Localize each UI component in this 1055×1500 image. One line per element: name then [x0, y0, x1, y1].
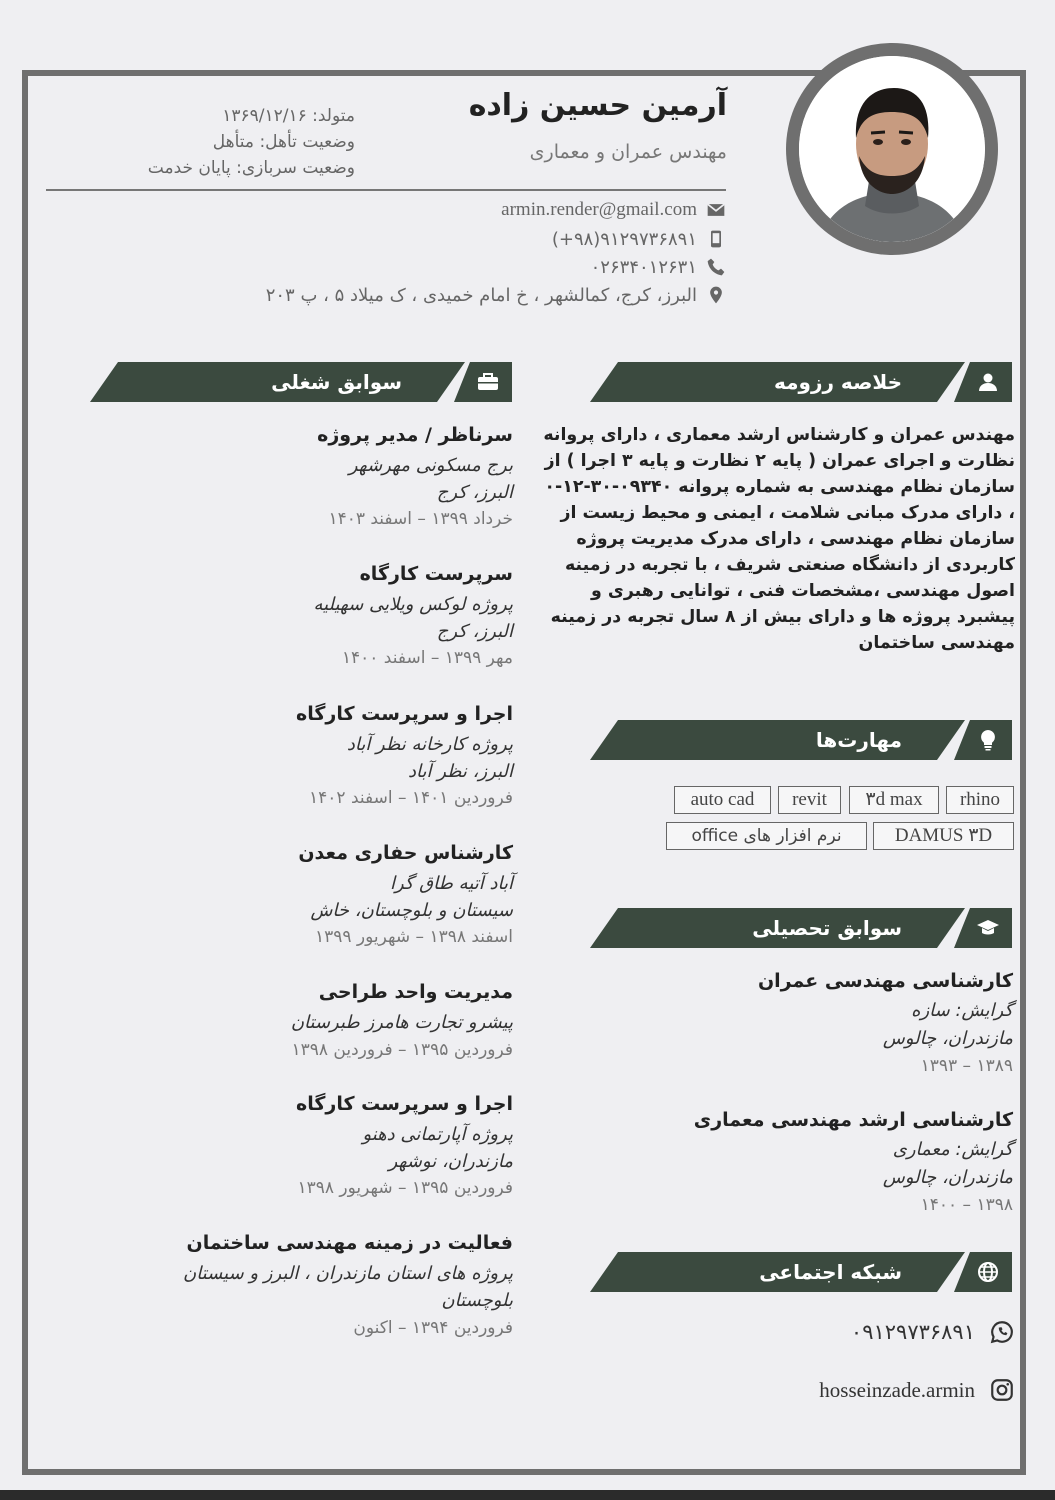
birth-date: متولد: ۱۳۶۹/۱۲/۱۶ [222, 106, 355, 126]
job-title: سرناظر / مدیر پروژه [317, 424, 513, 446]
job-date: خرداد ۱۳۹۹ – اسفند ۱۴۰۳ [328, 509, 513, 529]
contact-mobile[interactable] [552, 225, 727, 253]
skill-tag: DAMUS ۳D [873, 822, 1014, 850]
edu-title: کارشناسی مهندسی عمران [757, 970, 1013, 992]
job-title: فعالیت در زمینه مهندسی ساختمان [186, 1232, 513, 1254]
work-header [90, 362, 512, 402]
job-place: البرز، کرج [436, 621, 513, 642]
summary-text: مهندس عمران و کارشناس ارشد معماری ، دارای پروانه نظارت و اجرای عمران ( پایه ۲ نظارت و پایه ۳ اجرا ) از سازمان نظام مهندسی به شماره پروانه ۰۹۳۴۰-۳۰-۱۲-۰ ، دارای مدرک مبانی شلامت ، ایمنی و محیط زیست از سازمان نظام مهندسی ، دارای مدرک مدیریت پروژه کاربردی از دانشگاه صنعتی شریف ، با تجربه در زمینه اصول مهندسی ،مشخصات فنی ، توانایی رهبری و پیشبرد پروژه ها و دارای بیش از ۸ سال تجربه در زمینه مهندسی ساختمان [543, 425, 1015, 653]
job-project: پروژه آپارتمانی دهنو [362, 1124, 513, 1145]
job-project: پروژه لوکس ویلایی سهیلیه [313, 594, 513, 615]
skill-tag: نرم افزار های office [666, 822, 867, 850]
social-header [590, 1252, 1012, 1292]
job-project: پروژه کارخانه نظر آباد [346, 734, 513, 755]
skills-title: مهارت‌ها [815, 728, 902, 752]
job-place: سیستان و بلوچستان، خاش [310, 900, 513, 921]
work-title: سوابق شغلی [271, 370, 402, 394]
whatsapp-contact[interactable] [851, 1316, 1015, 1348]
envelope-icon [705, 199, 727, 221]
job-project: پیشرو تجارت هامرز طبرستان [290, 1012, 513, 1033]
job-place: مازندران، نوشهر [388, 1151, 513, 1172]
address-text: البرز، کرج، کمالشهر ، خ امام خمیدی ، ک میلاد ۵ ، پ ۲۰۳ [265, 284, 697, 306]
job-place: البرز، کرج [436, 482, 513, 503]
skill-tag: auto cad [674, 786, 771, 814]
job-title: مهندس عمران و معماری [529, 141, 727, 163]
job-date: فروردین ۱۴۰۱ – اسفند ۱۴۰۲ [309, 788, 513, 808]
edu-field: گرایش: معماری [892, 1139, 1013, 1160]
skill-tag: rhino [946, 786, 1014, 814]
edu-field: گرایش: سازه [911, 1000, 1013, 1021]
phone-icon [705, 256, 727, 278]
job-date: فروردین ۱۳۹۵ – فروردین ۱۳۹۸ [291, 1040, 513, 1060]
job-title: سرپرست کارگاه [359, 563, 513, 585]
email-text[interactable]: armin.render@gmail.com [501, 199, 697, 220]
full-name: آرمین حسین زاده [468, 88, 727, 123]
contact-address [266, 281, 727, 309]
marital-status: وضعیت تأهل: متأهل [212, 132, 355, 152]
profile-photo [799, 56, 985, 242]
skill-tag: revit [778, 786, 841, 814]
contact-email[interactable] [501, 196, 727, 224]
job-title: کارشناس حفاری معدن [298, 842, 513, 864]
whatsapp-icon [989, 1319, 1015, 1345]
social-title: شبکه اجتماعی [759, 1260, 902, 1284]
bottom-strip [0, 1490, 1055, 1500]
location-pin-icon [705, 284, 727, 306]
job-place: بلوچستان [441, 1290, 513, 1311]
edu-date: ۱۳۸۹ – ۱۳۹۳ [920, 1056, 1013, 1076]
edu-title: کارشناسی ارشد مهندسی معماری [693, 1109, 1013, 1131]
skills-header [590, 720, 1012, 760]
summary-title: خلاصه رزومه [774, 370, 902, 394]
globe-icon [954, 1252, 1012, 1292]
job-title: مدیریت واحد طراحی [318, 981, 513, 1003]
contact-phone[interactable] [591, 253, 727, 281]
job-project: پروژه های استان مازندران ، البرز و سیستان [182, 1263, 513, 1284]
job-title: اجرا و سرپرست کارگاه [296, 703, 513, 725]
education-title: سوابق تحصیلی [752, 916, 902, 940]
edu-date: ۱۳۹۸ – ۱۴۰۰ [920, 1195, 1013, 1215]
job-title: اجرا و سرپرست کارگاه [296, 1093, 513, 1115]
header-divider [46, 189, 726, 191]
military-status: وضعیت سربازی: پایان خدمت [147, 158, 355, 178]
briefcase-icon [454, 362, 512, 402]
user-icon [954, 362, 1012, 402]
instagram-icon [989, 1377, 1015, 1403]
skill-tag: ۳d max [849, 786, 939, 814]
job-project: آباد آتیه طاق گرا [389, 873, 513, 894]
mobile-text[interactable]: (+۹۸)۹۱۲۹۷۳۶۸۹۱ [551, 228, 697, 250]
job-date: مهر ۱۳۹۹ – اسفند ۱۴۰۰ [341, 648, 513, 668]
job-date: فروردین ۱۳۹۴ – اکنون [353, 1318, 513, 1338]
edu-place: مازندران، چالوس [882, 1028, 1013, 1049]
whatsapp-number[interactable]: ۰۹۱۲۹۷۳۶۸۹۱ [850, 1320, 975, 1344]
job-project: برج مسکونی مهرشهر [348, 455, 513, 476]
job-date: اسفند ۱۳۹۸ – شهریور ۱۳۹۹ [315, 927, 513, 947]
instagram-handle[interactable]: hosseinzade.armin [819, 1377, 975, 1402]
mobile-phone-icon [705, 228, 727, 250]
edu-place: مازندران، چالوس [882, 1167, 1013, 1188]
job-date: فروردین ۱۳۹۵ – شهریور ۱۳۹۸ [297, 1178, 513, 1198]
graduation-cap-icon [954, 908, 1012, 948]
education-header [590, 908, 1012, 948]
summary-header [590, 362, 1012, 402]
phone-text[interactable]: ۰۲۶۳۴۰۱۲۶۳۱ [590, 256, 697, 278]
job-place: البرز، نظر آباد [407, 761, 513, 782]
lightbulb-icon [954, 720, 1012, 760]
instagram-contact[interactable] [819, 1374, 1015, 1406]
